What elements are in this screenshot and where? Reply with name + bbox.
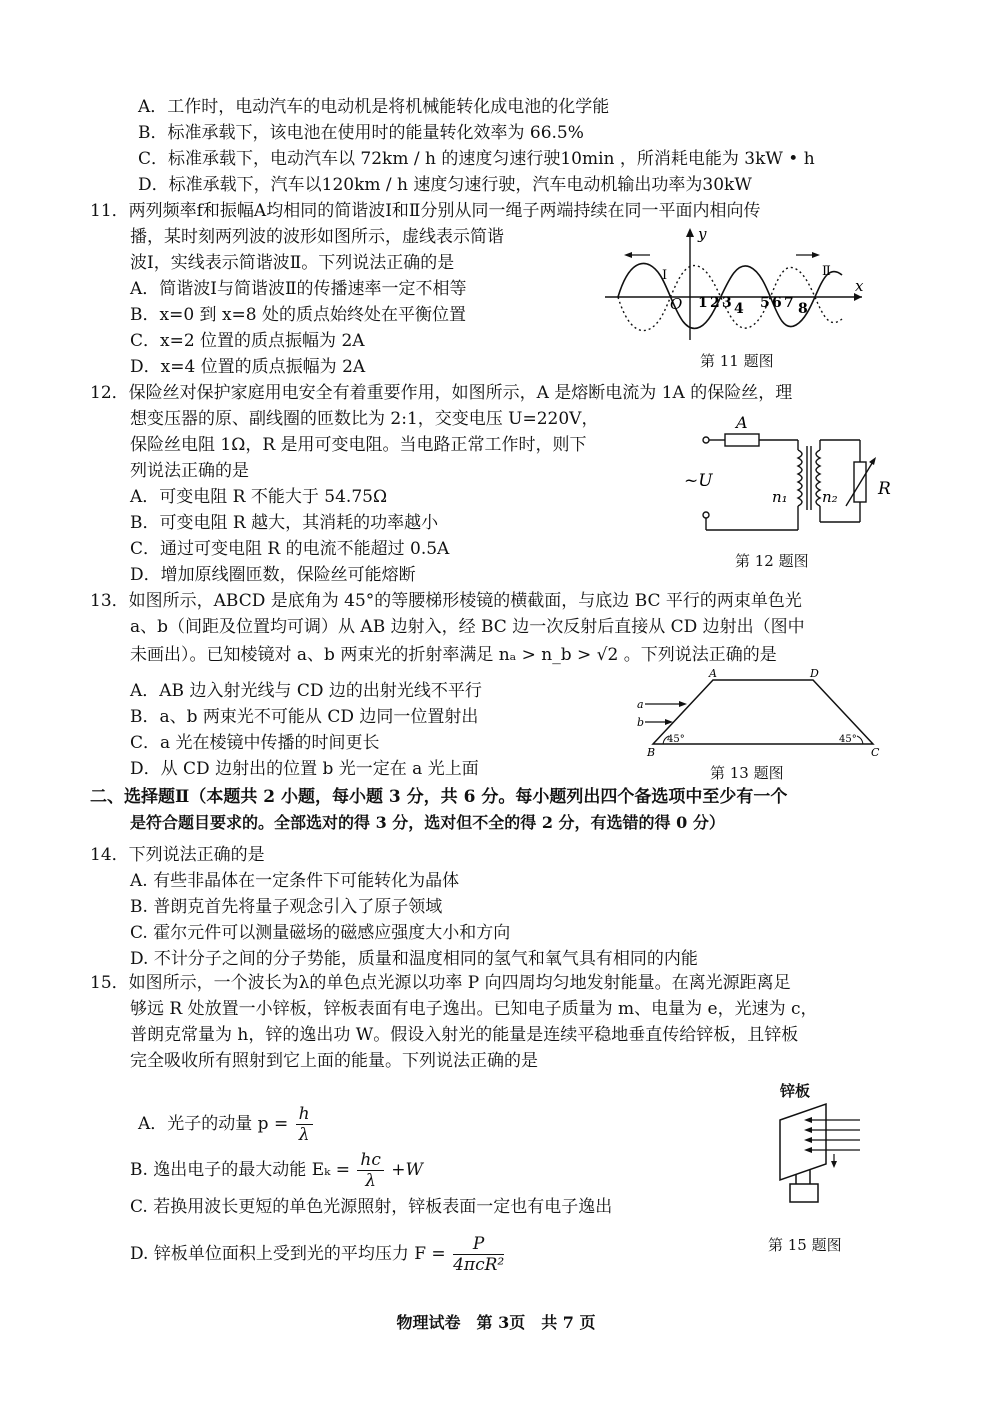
q13-prism-figure xyxy=(635,667,885,759)
q15-option-d-text: D. 锌板单位面积上受到光的平均压力 F = xyxy=(130,1244,446,1264)
q15-stem-line1: 15．如图所示，一个波长为λ的单色点光源以功率 P 向四周均匀地发射能量。在离光源距离足 xyxy=(90,973,791,993)
q15-option-d-denominator: 4πcR² xyxy=(453,1255,505,1275)
q15-option-b-fraction xyxy=(357,1150,383,1191)
q13-option-c: C．a 光在棱镜中传播的时间更长 xyxy=(130,733,380,753)
q15-plate-label: 锌板 xyxy=(780,1082,811,1100)
q11-tick-8: 8 xyxy=(798,301,808,317)
q15-option-b-denominator: λ xyxy=(365,1171,376,1191)
q15-option-b-text: B. 逸出电子的最大动能 Eₖ = xyxy=(130,1160,350,1180)
q15-zinc-plate-figure xyxy=(770,1100,870,1210)
q14-option-c: C. 霍尔元件可以测量磁场的磁感应强度大小和方向 xyxy=(130,923,511,943)
q11-x-label: x xyxy=(855,277,864,295)
q15-option-b xyxy=(130,1148,423,1192)
q13-vertex-a: A xyxy=(709,667,717,680)
q15-option-c: C. 若换用波长更短的单色光源照射，锌板表面一定也有电子逸出 xyxy=(130,1197,613,1217)
q12-source-label: ~U xyxy=(684,471,713,491)
q10-option-c: C．标准承载下，电动汽车以 72km / h 的速度匀速行驶10min ，所消耗电能为 3kW • h xyxy=(138,149,815,169)
q11-caption: 第 11 题图 xyxy=(700,352,774,370)
q14-option-a: A. 有些非晶体在一定条件下可能转化为晶体 xyxy=(130,871,460,891)
q11-wave-figure xyxy=(600,225,870,345)
q12-option-d: D．增加原线圈匝数，保险丝可能熔断 xyxy=(130,565,416,585)
q15-stem-line2: 够远 R 处放置一小锌板，锌板表面有电子逸出。已知电子质量为 m、电量为 e，光速为 c， xyxy=(130,999,818,1019)
q13-caption: 第 13 题图 xyxy=(710,764,784,782)
q11-tick-5: 5 xyxy=(760,295,770,311)
q12-option-a: A．可变电阻 R 不能大于 54.75Ω xyxy=(130,487,388,507)
zinc-plate-icon xyxy=(780,1104,826,1180)
q11-y-label: y xyxy=(698,225,707,243)
q11-option-b: B．x=0 到 x=8 处的质点始终处在平衡位置 xyxy=(130,305,466,325)
q13-stem-line2: a、b（间距及位置均可调）从 AB 边射入，经 BC 边一次反射后直接从 CD 边射出（图中 xyxy=(130,617,805,637)
section-2-header-line1: 二、选择题Ⅱ（本题共 2 小题，每小题 3 分，共 6 分。每小题列出四个备选项中至少有一个 xyxy=(90,787,788,807)
q11-tick-1: 1 xyxy=(698,295,708,311)
q11-tick-6: 6 xyxy=(772,295,782,311)
fuse-icon xyxy=(725,434,759,446)
q15-option-d-fraction xyxy=(453,1234,504,1275)
q15-stem-line3: 普朗克常量为 h，锌的逸出功 W。假设入射光的能量是连续平稳地垂直传给锌板，且锌板 xyxy=(130,1025,799,1045)
q12-resistor-label: R xyxy=(878,479,891,499)
q12-n2-label: n₂ xyxy=(822,488,838,506)
q11-origin-label: O xyxy=(670,295,683,313)
q10-option-a: A．工作时，电动汽车的电动机是将机械能转化成电池的化学能 xyxy=(138,97,610,117)
q11-tick-3: 3 xyxy=(722,295,732,311)
q12-stem-line4: 列说法正确的是 xyxy=(130,461,249,481)
section-2-header-line2: 是符合题目要求的。全部选对的得 3 分，选对但不全的得 2 分，有选错的得 0 分） xyxy=(130,813,725,832)
q11-option-a: A．简谐波Ⅰ与简谐波Ⅱ的传播速率一定不相等 xyxy=(130,279,467,299)
q15-option-d xyxy=(130,1232,506,1276)
q12-stem-line1: 12．保险丝对保护家庭用电安全有着重要作用，如图所示，A 是熔断电流为 1A 的保险丝，理 xyxy=(90,383,793,403)
q10-option-b: B．标准承载下，该电池在使用时的能量转化效率为 66.5% xyxy=(138,123,584,143)
q15-option-a-numerator: h xyxy=(296,1104,313,1125)
q13-option-b: B．a、b 两束光不可能从 CD 边同一位置射出 xyxy=(130,707,479,727)
q15-option-b-numerator: hc xyxy=(357,1150,383,1171)
q15-option-a-text: A．光子的动量 p = xyxy=(138,1114,289,1134)
q14-stem: 14．下列说法正确的是 xyxy=(90,845,265,865)
q13-option-d: D．从 CD 边射出的位置 b 光一定在 a 光上面 xyxy=(130,759,479,779)
q14-option-d: D. 不计分子之间的分子势能，质量和温度相同的氢气和氧气具有相同的内能 xyxy=(130,949,698,969)
q15-stem-line4: 完全吸收所有照射到它上面的能量。下列说法正确的是 xyxy=(130,1051,538,1071)
q12-caption: 第 12 题图 xyxy=(735,552,809,570)
q12-circuit-figure xyxy=(680,410,900,540)
q15-caption: 第 15 题图 xyxy=(768,1236,842,1254)
q12-stem-line3: 保险丝电阻 1Ω，R 是用可变电阻。当电路正常工作时，则下 xyxy=(130,435,587,455)
q11-stem-line1: 11．两列频率f和振幅A均相同的简谐波Ⅰ和Ⅱ分别从同一绳子两端持续在同一平面内相向传 xyxy=(90,201,761,221)
q15-option-a-denominator: λ xyxy=(298,1125,310,1145)
q12-stem-line2: 想变压器的原、副线圈的匝数比为 2:1，交变电压 U=220V， xyxy=(130,409,599,429)
q12-option-c: C．通过可变电阻 R 的电流不能超过 0.5A xyxy=(130,539,450,559)
q15-option-a-fraction xyxy=(296,1104,313,1145)
q14-option-b: B. 普朗克首先将量子观念引入了原子领域 xyxy=(130,897,443,917)
q15-option-d-numerator: P xyxy=(453,1234,504,1255)
q11-option-d: D．x=4 位置的质点振幅为 2A xyxy=(130,357,366,377)
q13-vertex-c: C xyxy=(871,746,880,759)
page-footer: 物理试卷 第 3页 共 7 页 xyxy=(396,1313,596,1332)
q13-stem-line3: 未画出）。已知棱镜对 a、b 两束光的折射率满足 nₐ > n_b > √2 。下列说法正确的是 xyxy=(130,645,777,665)
q11-tick-4: 4 xyxy=(734,301,744,317)
q13-vertex-d: D xyxy=(810,667,819,680)
q15-option-b-suffix: +W xyxy=(391,1160,423,1180)
q11-tick-2: 2 xyxy=(710,295,720,311)
electroscope-base-icon xyxy=(790,1184,818,1202)
q13-stem-line1: 13．如图所示，ABCD 是底角为 45°的等腰梯形棱镜的横截面，与底边 BC 平行的两束单色光 xyxy=(90,591,802,611)
q13-ray-a-label: a xyxy=(637,698,644,711)
q11-stem-line2: 播，某时刻两列波的波形如图所示，虚线表示简谐 xyxy=(130,227,504,247)
q12-n1-label: n₁ xyxy=(772,488,788,506)
q13-vertex-b: B xyxy=(647,746,656,759)
q11-option-c: C．x=2 位置的质点振幅为 2A xyxy=(130,331,365,351)
q15-option-a xyxy=(138,1102,315,1146)
q13-angle-c: 45° xyxy=(839,734,857,745)
q13-angle-b: 45° xyxy=(667,734,685,745)
q11-tick-7: 7 xyxy=(784,295,794,311)
q11-wave-i-label: Ⅰ xyxy=(662,268,668,283)
q11-wave-ii-label: Ⅱ xyxy=(822,264,831,279)
q11-stem-line3: 波Ⅰ，实线表示简谐波Ⅱ。下列说法正确的是 xyxy=(130,253,455,273)
q10-option-d: D．标准承载下，汽车以120km / h 速度匀速行驶，汽车电动机输出功率为30kW xyxy=(138,175,752,195)
q12-option-b: B．可变电阻 R 越大，其消耗的功率越小 xyxy=(130,513,439,533)
q13-ray-b-label: b xyxy=(637,716,645,729)
q12-fuse-label: A xyxy=(736,413,748,432)
q13-option-a: A．AB 边入射光线与 CD 边的出射光线不平行 xyxy=(130,681,482,701)
